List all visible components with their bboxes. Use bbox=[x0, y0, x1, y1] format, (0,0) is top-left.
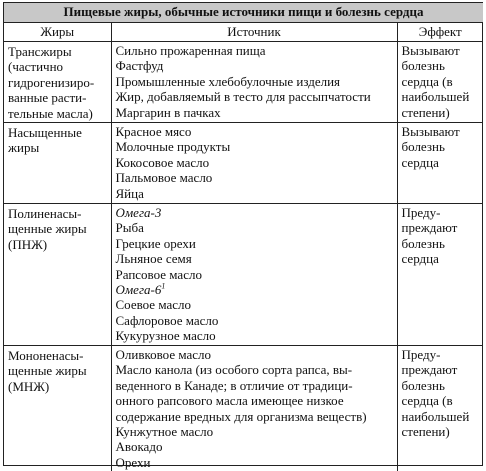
source-item-text: Кокосовое масло bbox=[115, 154, 210, 170]
effect-line: степени) bbox=[401, 424, 450, 440]
source-item bbox=[116, 424, 393, 439]
source-item bbox=[116, 186, 393, 201]
source-cell bbox=[111, 42, 397, 123]
source-item-text: Орехи bbox=[115, 454, 151, 470]
source-item-text: Яйца bbox=[115, 185, 144, 201]
source-item-text: Молочные продукты bbox=[115, 139, 231, 155]
fat-type-line: гидрогенизиро- bbox=[8, 74, 95, 90]
effect-line: Вызывают bbox=[401, 124, 460, 140]
source-item-text: Рапсовое масло bbox=[115, 266, 202, 282]
header-fats: Жиры bbox=[4, 23, 111, 42]
source-item bbox=[116, 439, 393, 454]
source-item bbox=[116, 105, 393, 120]
effect-line: сердца bbox=[401, 251, 439, 267]
source-item bbox=[116, 393, 393, 408]
effect-line: Преду- bbox=[401, 205, 441, 221]
source-item bbox=[116, 74, 393, 89]
fat-type-cell bbox=[4, 123, 111, 204]
source-cell bbox=[111, 346, 397, 471]
source-item-text: Масло канола (из особого сорта рапса, вы- bbox=[115, 362, 353, 378]
table-row bbox=[4, 123, 483, 204]
fat-type-line: щенные жиры bbox=[8, 221, 87, 237]
source-item bbox=[116, 362, 393, 377]
source-item bbox=[116, 89, 393, 104]
source-item-text: Красное мясо bbox=[115, 124, 192, 140]
effect-line: наибольшей bbox=[401, 89, 470, 105]
fat-type-cell bbox=[4, 42, 111, 123]
source-item bbox=[116, 139, 393, 154]
source-item bbox=[116, 170, 393, 185]
source-item-text: Фастфуд bbox=[115, 58, 164, 74]
fat-type-line: щенные жиры bbox=[8, 363, 87, 379]
fat-type-line: Полиненасы- bbox=[8, 206, 82, 222]
effect-line: преждают bbox=[401, 220, 458, 236]
source-item-text: содержание вредных для организма веществ) bbox=[115, 408, 367, 424]
effect-line: степени) bbox=[401, 104, 450, 120]
source-item-text: Авокадо bbox=[115, 439, 163, 455]
source-item-text: Маргарин в пачках bbox=[115, 104, 221, 120]
table-body bbox=[4, 3, 483, 471]
source-item-text: Рыба bbox=[115, 220, 144, 236]
source-item-text: Соевое масло bbox=[115, 297, 191, 313]
source-item bbox=[116, 297, 393, 312]
fats-table bbox=[4, 3, 483, 471]
source-item bbox=[116, 220, 393, 235]
header-effect: Эффект bbox=[397, 23, 483, 42]
effect-line: преждают bbox=[401, 362, 458, 378]
fat-type-line: жиры bbox=[8, 140, 40, 156]
source-item bbox=[116, 313, 393, 328]
source-item-text: Кукурузное масло bbox=[115, 328, 216, 344]
header-source: Источник bbox=[111, 23, 397, 42]
effect-line: сердца (в bbox=[401, 393, 453, 409]
source-item-text: Пальмовое масло bbox=[115, 170, 213, 186]
source-item-text: Кунжутное масло bbox=[115, 424, 214, 440]
source-item bbox=[116, 124, 393, 139]
table-row bbox=[4, 204, 483, 346]
effect-line: Преду- bbox=[401, 347, 441, 363]
source-item bbox=[116, 236, 393, 251]
effect-cell bbox=[397, 123, 483, 204]
fat-type-line: Насыщенные bbox=[8, 125, 82, 141]
source-item-text: Промышленные хлебобулочные изделия bbox=[115, 73, 341, 89]
source-item-text: Оливковое масло bbox=[115, 347, 212, 363]
source-item bbox=[116, 58, 393, 73]
fat-type-line: тельные масла) bbox=[8, 105, 93, 121]
effect-line: сердца bbox=[401, 154, 439, 170]
effect-cell bbox=[397, 42, 483, 123]
effect-line: болезнь bbox=[401, 58, 445, 74]
fat-type-cell bbox=[4, 204, 111, 346]
source-item bbox=[116, 251, 393, 266]
source-cell bbox=[111, 123, 397, 204]
source-item bbox=[116, 267, 393, 282]
effect-line: болезнь bbox=[401, 377, 445, 393]
source-item bbox=[116, 282, 393, 297]
source-item-text: Льняное семя bbox=[115, 251, 192, 267]
footnote-marker: 1 bbox=[161, 281, 166, 291]
effect-cell bbox=[397, 204, 483, 346]
table-row bbox=[4, 346, 483, 471]
source-item-text: Омега-3 bbox=[115, 205, 162, 221]
fat-type-line: (ПНЖ) bbox=[8, 236, 48, 252]
effect-line: Вызывают bbox=[401, 43, 460, 58]
source-item bbox=[116, 205, 393, 220]
effect-line: наибольшей bbox=[401, 408, 470, 424]
source-item-text: веденного в Канаде; в отличие от традици- bbox=[115, 377, 353, 393]
effect-line: болезнь bbox=[401, 139, 445, 155]
effect-cell bbox=[397, 346, 483, 471]
source-item-text: Жир, добавляемый в тесто для рассыпчатости bbox=[115, 89, 371, 105]
source-item bbox=[116, 43, 393, 58]
fat-type-line: (частично bbox=[8, 59, 64, 75]
source-item-text: онного рапсового масла имеющее низкое bbox=[115, 393, 344, 409]
table-title: Пищевые жиры, обычные источники пищи и болезнь сердца bbox=[4, 3, 483, 23]
source-item-text: Сильно прожаренная пища bbox=[115, 43, 266, 58]
source-item bbox=[116, 328, 393, 343]
source-item bbox=[116, 378, 393, 393]
effect-line: сердца (в bbox=[401, 73, 453, 89]
table-row bbox=[4, 42, 483, 123]
source-cell bbox=[111, 204, 397, 346]
fat-type-line: (МНЖ) bbox=[8, 378, 50, 394]
source-item-text: Омега-6 bbox=[115, 282, 162, 298]
fat-type-line: ванные расти- bbox=[8, 90, 87, 106]
fat-type-line: Трансжиры bbox=[8, 44, 72, 59]
fat-type-line: Мононенасы- bbox=[8, 348, 84, 364]
fat-type-cell bbox=[4, 346, 111, 471]
table-title-row bbox=[4, 3, 483, 23]
source-item bbox=[116, 155, 393, 170]
table-header-row bbox=[4, 23, 483, 42]
table-frame bbox=[3, 2, 483, 470]
effect-line: болезнь bbox=[401, 235, 445, 251]
source-item-text: Грецкие орехи bbox=[115, 235, 196, 251]
source-item bbox=[116, 409, 393, 424]
source-item-text: Сафлоровое масло bbox=[115, 312, 219, 328]
source-item bbox=[116, 347, 393, 362]
